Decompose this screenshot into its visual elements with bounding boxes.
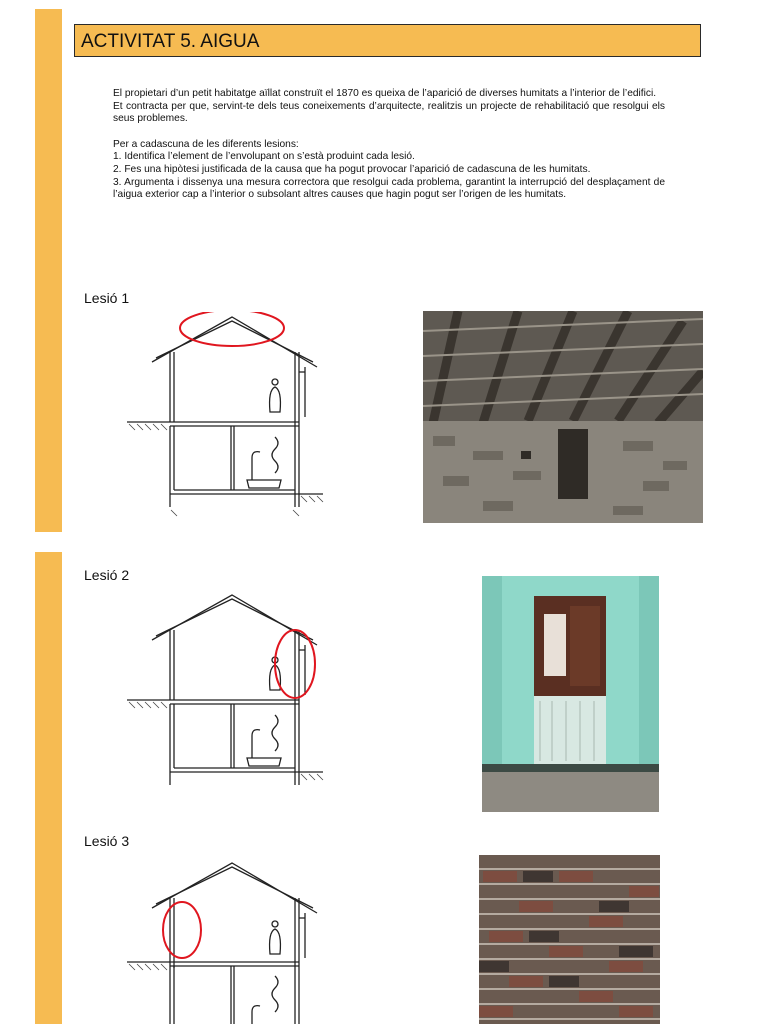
house-section-drawing (125, 590, 325, 802)
accent-sidebar (35, 552, 62, 1024)
intro-paragraph: El propietari d’un petit habitatge aïllat construït el 1870 es queixa de l’aparició de diverses humitats a l’interior de l’edifici. (113, 88, 657, 99)
activity-instructions (113, 88, 665, 202)
accent-sidebar (35, 9, 62, 532)
brick-wall-photo (479, 855, 660, 1024)
attic-ceiling-beams-photo (423, 311, 703, 523)
lesion-2-label: Lesió 2 (84, 567, 130, 583)
house-section-drawing (125, 312, 325, 524)
damp-room-window-photo (482, 576, 659, 812)
instruction-item: 1. Identifica l’element de l’envolupant on s’està produint cada lesió. (113, 151, 415, 163)
lesion-1-label: Lesió 1 (84, 290, 130, 306)
lesion-marker-circle (163, 902, 201, 958)
list-intro: Per a cadascuna de les diferents lesions: (113, 138, 299, 150)
intro-paragraph: Et contracta per que, servint-te dels teus coneixements d’arquitecte, realitzis un projecte de rehabilitació que resolgui els seus problemes. (113, 100, 665, 125)
house-section-drawing (125, 858, 325, 1024)
instruction-item: 3. Argumenta i dissenya una mesura correctora que resolgui cada problema, garantint la interrupció del desplaçament de l’aigua exterior cap a l’interior o subsolant altres causes que hagin pogut ser l’origen de les humitats. (113, 176, 665, 201)
page-title: ACTIVITAT 5. AIGUA (74, 24, 701, 57)
lesion-3-label: Lesió 3 (84, 833, 130, 849)
instruction-item: 2. Fes una hipòtesi justificada de la causa que ha pogut provocar l’aparició de cadascuna de les humitats. (113, 163, 591, 175)
